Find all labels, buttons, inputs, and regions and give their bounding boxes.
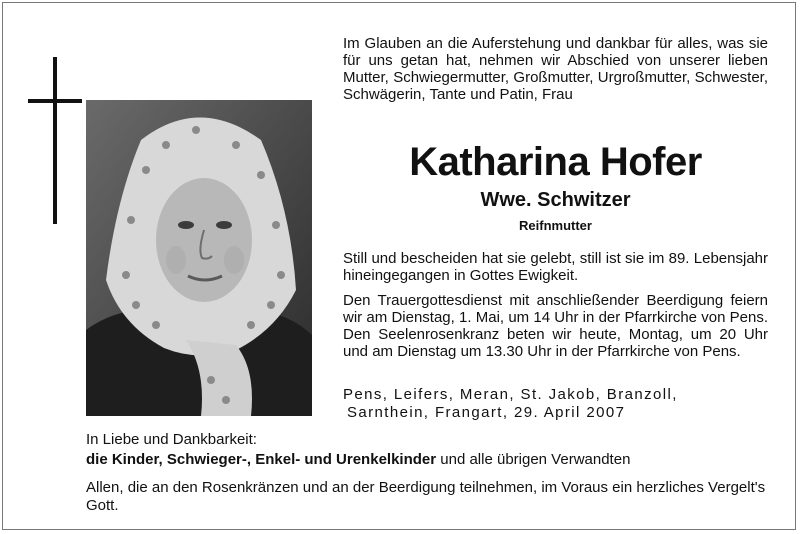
portrait-illustration: [86, 100, 312, 416]
intro-paragraph: Im Glauben an die Auferstehung und dankbar für alles, was sie für uns getan hat, nehmen wir Abschied von unserer lieben Mutter, Schwiegermutter, Großmutter, Urgroßmutter, Schwester, Schwägerin, Tante und Patin, Frau: [343, 35, 768, 103]
right-eye-shape: [216, 221, 232, 229]
service-text: [343, 292, 768, 360]
deceased-nickname: Reifnmutter: [519, 218, 592, 233]
cheek-shading-left: [166, 246, 186, 274]
mourners-line: [86, 451, 776, 469]
face-shape: [156, 178, 252, 302]
portrait-photo: [86, 100, 312, 416]
life-text: [343, 250, 768, 284]
closing-text: Allen, die an den Rosenkränzen und an der Beerdigung teilnehmen, im Voraus ein herzliches Vergelt's Gott.: [86, 479, 766, 514]
mourners-bold: die Kinder, Schwieger-, Enkel- und Urenkelkinder: [86, 451, 437, 468]
cheek-shading-right: [224, 246, 244, 274]
places-line-1: Pens, Leifers, Meran, St. Jakob, Branzoll,: [343, 386, 678, 403]
mourners-rest: und alle übrigen Verwandten: [436, 451, 631, 468]
cross-vertical-bar: [53, 57, 57, 224]
intro-text: [343, 35, 768, 103]
places-line-2: Sarnthein, Frangart, 29. April 2007: [347, 404, 626, 421]
left-eye-shape: [178, 221, 194, 229]
deceased-name: Katharina Hofer: [409, 140, 702, 184]
thanks-heading: In Liebe und Dankbarkeit:: [86, 431, 257, 448]
life-paragraph: Still und bescheiden hat sie gelebt, still ist sie im 89. Lebensjahr hineingegangen in Gottes Ewigkeit.: [343, 250, 768, 284]
cross-horizontal-bar: [28, 99, 82, 103]
service-paragraph: Den Trauergottesdienst mit anschließender Beerdigung feiern wir am Dienstag, 1. Mai, um 14 Uhr in der Pfarrkirche von Pens. Den Seelenrosenkranz beten wir heute, Montag, um 20 Uhr und am Dienstag um 13.30 Uhr in der Pfarrkirche von Pens.: [343, 292, 768, 360]
places-and-date: [343, 386, 768, 422]
deceased-maiden-name: Wwe. Schwitzer: [480, 189, 631, 211]
